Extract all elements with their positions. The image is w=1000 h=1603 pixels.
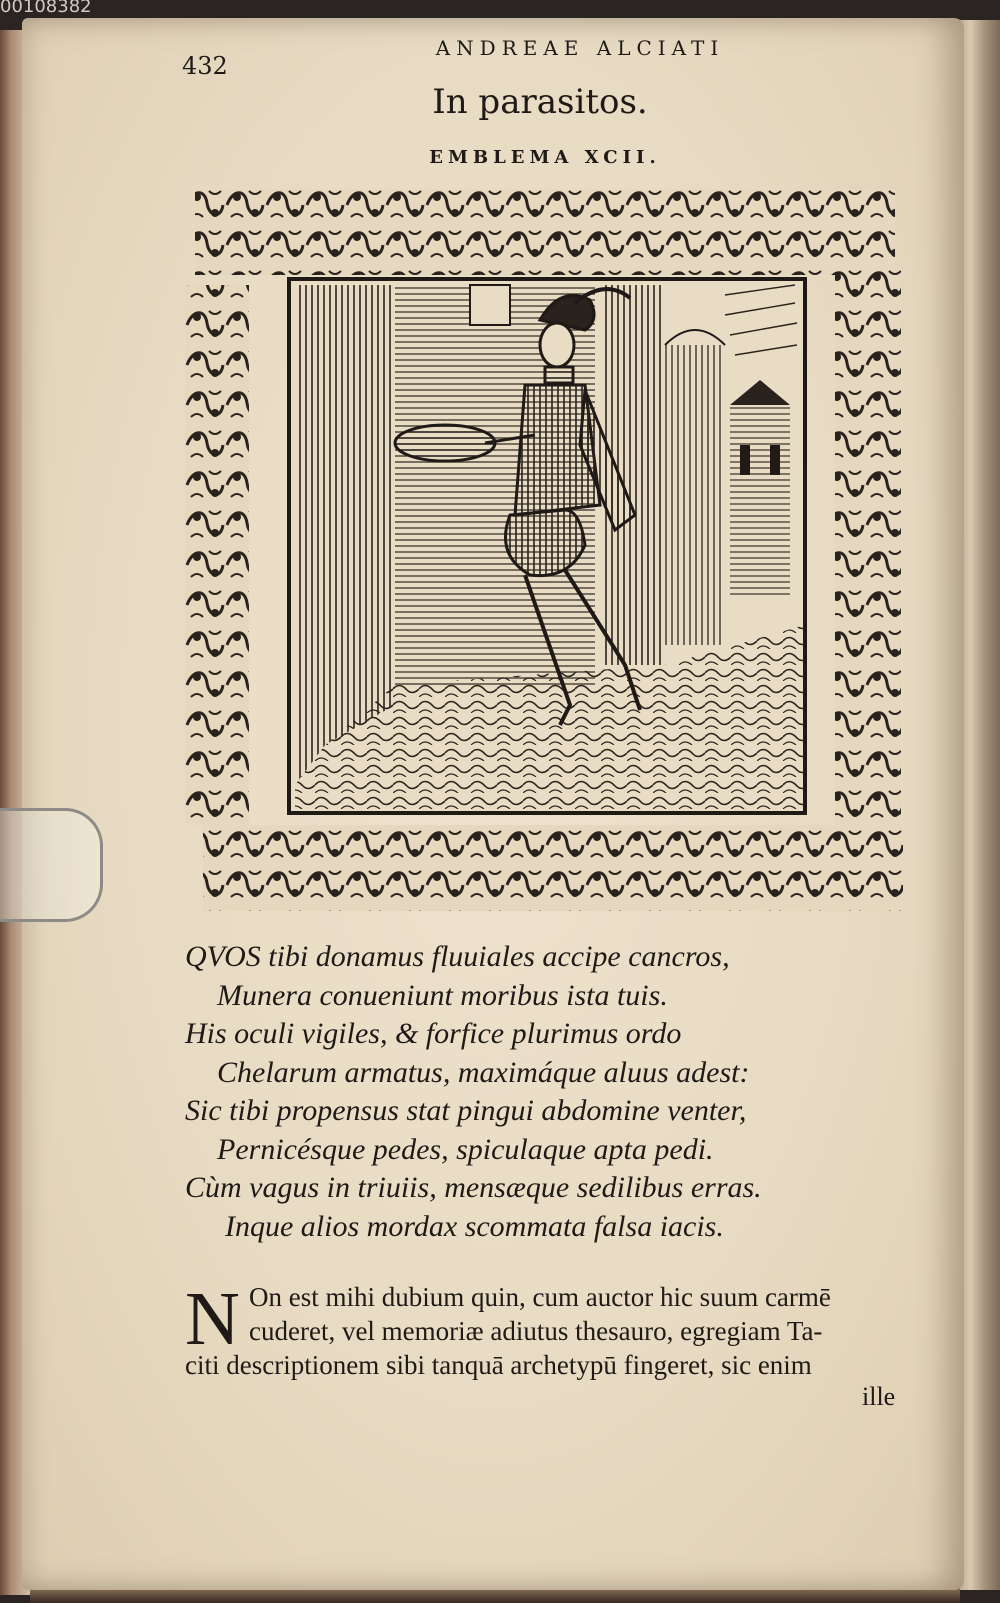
commentary-line: citi descriptionem sibi tanquā archetypū fingeret, sic enim — [185, 1350, 812, 1380]
page-number: 432 — [182, 52, 228, 80]
border-right — [835, 265, 901, 825]
commentary-line: cuderet, vel memoriæ adiutus thesauro, egregiam Ta- — [249, 1316, 823, 1346]
verse-line: Cùm vagus in triuiis, mensæque sedilibus erras. — [185, 1171, 762, 1204]
border-bottom — [203, 825, 903, 911]
commentary-block — [185, 1277, 905, 1382]
emblem-title: In parasitos. — [432, 82, 648, 122]
verse-line: Pernicésque pedes, spiculaque apta pedi. — [217, 1132, 714, 1166]
book-fore-edge — [958, 20, 1000, 1590]
running-head: ANDREAE ALCIATI — [435, 36, 725, 60]
page-clip — [0, 808, 103, 922]
verse-line: Inque alios mordax scommata falsa iacis. — [225, 1209, 724, 1243]
emblem-number: EMBLEMA XCII. — [429, 147, 661, 168]
verse-line: Munera conueniunt moribus ista tuis. — [217, 978, 668, 1012]
verse-line: Sic tibi propensus stat pingui abdomine venter, — [185, 1094, 747, 1127]
woodcut-illustration — [185, 185, 907, 921]
border-left — [185, 285, 249, 825]
border-top — [195, 189, 895, 275]
commentary-line: On est mihi dubium quin, cum auctor hic suum carmē — [249, 1282, 831, 1312]
verse-line: His oculi vigiles, & forfice plurimus ordo — [185, 1017, 682, 1050]
verse-line: QVOS tibi donamus fluuiales accipe cancros, — [185, 940, 730, 973]
drop-cap: N — [185, 1277, 240, 1361]
verse-line: Chelarum armatus, maximáque aluus adest: — [217, 1055, 750, 1089]
catchword: ille — [862, 1382, 896, 1411]
scan-id-label: 00108382 — [0, 0, 92, 17]
verse-block — [185, 938, 805, 1246]
